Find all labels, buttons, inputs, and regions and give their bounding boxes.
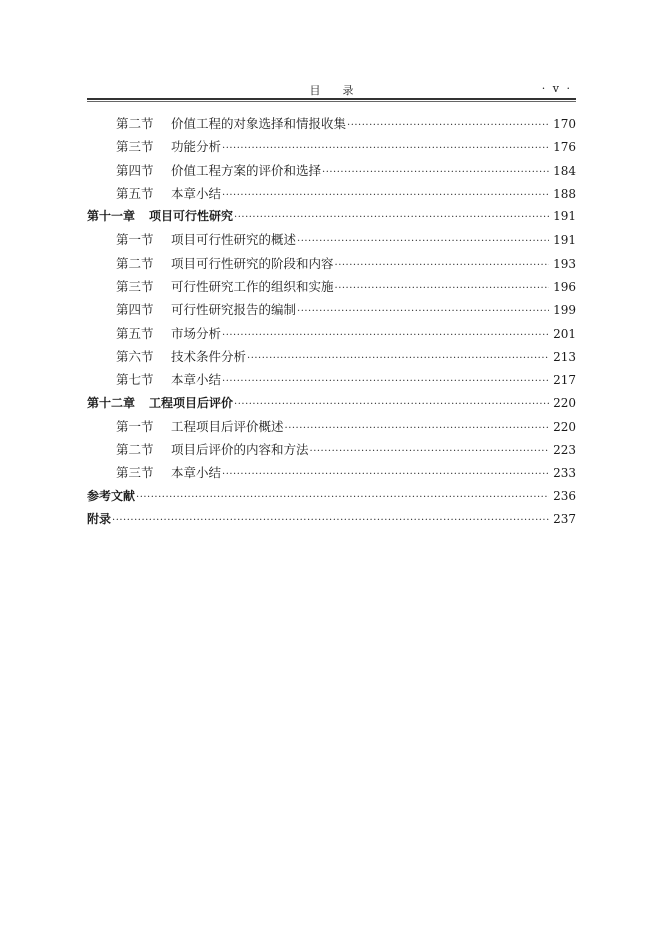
entry-title: 项目可行性研究 xyxy=(149,209,234,224)
dot-leader xyxy=(222,330,549,341)
toc-section-entry[interactable] xyxy=(87,324,576,347)
entry-page-number: 196 xyxy=(553,280,576,295)
entry-title: 参考文献 xyxy=(87,488,136,503)
header-rule xyxy=(87,98,576,100)
dot-leader xyxy=(222,376,549,387)
entry-page-number: 191 xyxy=(553,233,576,248)
entry-page-number: 176 xyxy=(553,140,576,155)
toc-section-entry[interactable] xyxy=(87,300,576,323)
entry-label: 第二节 xyxy=(116,255,154,271)
entry-label: 第四节 xyxy=(116,302,154,318)
entry-title: 价值工程方案的评价和选择 xyxy=(171,162,322,178)
entry-page-number: 184 xyxy=(553,163,576,178)
dot-leader xyxy=(234,399,549,410)
entry-title: 附录 xyxy=(87,512,112,527)
dot-leader xyxy=(285,423,550,434)
entry-page-number: 199 xyxy=(553,303,576,318)
entry-page-number: 170 xyxy=(553,117,576,131)
toc-section-entry[interactable] xyxy=(87,184,576,207)
dot-leader xyxy=(322,167,549,178)
entry-label: 第三节 xyxy=(116,279,154,295)
entry-title: 项目可行性研究的概述 xyxy=(171,232,297,248)
toc-section-entry[interactable] xyxy=(87,370,576,393)
toc-section-entry[interactable] xyxy=(87,114,576,137)
dot-leader xyxy=(297,236,549,247)
entry-label: 第五节 xyxy=(116,185,154,201)
entry-title: 本章小结 xyxy=(171,372,222,388)
header-rule-thin xyxy=(87,101,576,102)
toc-chapter-entry[interactable] xyxy=(87,207,576,230)
entry-page-number: 237 xyxy=(553,512,576,527)
entry-label: 第一节 xyxy=(116,232,154,248)
entry-label: 第二节 xyxy=(116,116,154,131)
entry-label: 第十二章 xyxy=(87,395,136,410)
dot-leader xyxy=(335,260,550,271)
entry-title: 技术条件分析 xyxy=(171,348,247,364)
dot-leader xyxy=(234,212,549,223)
entry-title: 本章小结 xyxy=(171,465,222,481)
toc-section-entry[interactable] xyxy=(87,254,576,277)
toc-section-entry[interactable] xyxy=(87,137,576,160)
toc-section-entry[interactable] xyxy=(87,161,576,184)
entry-page-number: 191 xyxy=(553,209,576,224)
toc-chapter-entry[interactable] xyxy=(87,394,576,417)
toc-section-entry[interactable] xyxy=(87,277,576,300)
entry-label: 第三节 xyxy=(116,139,154,155)
toc-section-entry[interactable] xyxy=(87,230,576,253)
entry-title: 项目后评价的内容和方法 xyxy=(171,442,309,458)
entry-page-number: 223 xyxy=(553,443,576,458)
entry-label: 第五节 xyxy=(116,325,154,341)
entry-page-number: 220 xyxy=(553,419,576,434)
entry-label: 第二节 xyxy=(116,442,154,458)
dot-leader xyxy=(222,190,549,201)
dot-leader xyxy=(347,120,549,131)
dot-leader xyxy=(247,353,549,364)
toc-section-entry[interactable] xyxy=(87,463,576,486)
entry-title: 本章小结 xyxy=(171,185,222,201)
dot-leader xyxy=(112,515,549,526)
page-number: · v · xyxy=(541,82,572,95)
entry-label: 第一节 xyxy=(116,418,154,434)
entry-label: 第四节 xyxy=(116,162,154,178)
entry-title: 功能分析 xyxy=(171,139,222,155)
toc-section-entry[interactable] xyxy=(87,347,576,370)
entry-page-number: 201 xyxy=(553,326,576,341)
entry-label: 第七节 xyxy=(116,372,154,388)
toc-chapter-entry[interactable] xyxy=(87,510,576,533)
entry-page-number: 193 xyxy=(553,256,576,271)
entry-title: 市场分析 xyxy=(171,325,222,341)
entry-page-number: 213 xyxy=(553,349,576,364)
entry-page-number: 233 xyxy=(553,466,576,481)
entry-title: 可行性研究工作的组织和实施 xyxy=(171,279,334,295)
entry-label: 第十一章 xyxy=(87,209,136,224)
entry-title: 工程项目后评价 xyxy=(149,395,234,410)
entry-label: 第六节 xyxy=(116,348,154,364)
entry-title: 价值工程的对象选择和情报收集 xyxy=(171,116,347,131)
entry-label: 第三节 xyxy=(116,465,154,481)
dot-leader xyxy=(136,492,549,503)
entry-page-number: 217 xyxy=(553,373,576,388)
toc-section-entry[interactable] xyxy=(87,440,576,463)
running-title: 目录 xyxy=(309,84,376,97)
table-of-contents xyxy=(87,114,576,533)
entry-title: 项目可行性研究的阶段和内容 xyxy=(171,255,334,271)
toc-section-entry[interactable] xyxy=(87,417,576,440)
dot-leader xyxy=(335,283,550,294)
entry-page-number: 188 xyxy=(553,186,576,201)
entry-title: 可行性研究报告的编制 xyxy=(171,302,297,318)
entry-page-number: 236 xyxy=(553,488,576,503)
dot-leader xyxy=(222,469,549,480)
running-header xyxy=(87,80,576,98)
dot-leader xyxy=(297,306,549,317)
dot-leader xyxy=(310,446,550,457)
toc-chapter-entry[interactable] xyxy=(87,487,576,510)
entry-title: 工程项目后评价概述 xyxy=(171,418,284,434)
entry-page-number: 220 xyxy=(553,395,576,410)
dot-leader xyxy=(222,143,549,154)
